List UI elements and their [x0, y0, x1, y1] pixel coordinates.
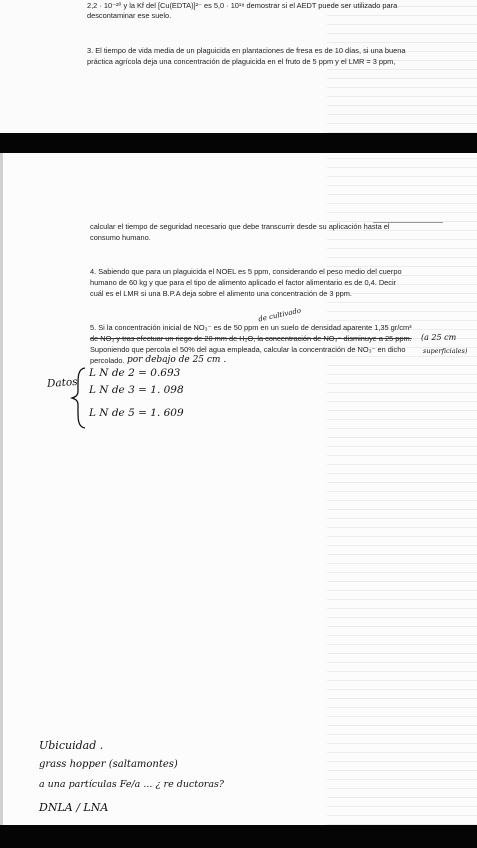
datos-line-ln3: L N de 3 = 1. 098: [89, 384, 184, 396]
black-separator-band: [0, 133, 477, 153]
text-line-1: 2,2 · 10⁻²⁰ y la Kf del [Cu(EDTA)]²⁻ es 5,0 · 10¹⁸ demostrar si el AEDT puede ser utilizado para: [87, 1, 398, 10]
question-4-line-2: humano de 60 kg y que para el tipo de alimento aplicado el factor alimentario es de 0,4. Decir: [90, 278, 397, 287]
question-5-line-2: de NO₃ y tras efectuar un riego de 20 mm de H₂O, la concentración de NO₃⁻ disminuye a 25 ppm.: [90, 334, 412, 343]
note-grass-hopper: grass hopper (saltamontes): [39, 759, 178, 770]
datos-line-ln5: L N de 5 = 1. 609: [89, 407, 184, 419]
question-4-line-3: cuál es el LMR si una B.P.A deja sobre el alimento una concentración de 3 ppm.: [90, 289, 352, 298]
top-page-fragment: [0, 0, 477, 133]
bleed-through-texture: [327, 153, 477, 825]
handwritten-annotation-percolado: por debajo de 25 cm .: [127, 355, 227, 365]
black-bottom-band: [0, 825, 477, 848]
note-dnla-lna: DNLA / LNA: [39, 801, 109, 814]
question-5-line-1: 5. Si la concentración inicial de NO₃⁻ es de 50 ppm en un suelo de densidad aparente 1,35 gr/cm³: [90, 323, 412, 332]
question-3-line-1: 3. El tiempo de vida media de un plaguicida en plantaciones de fresa es de 10 días, si una buena: [87, 46, 406, 55]
question-3-line-2: práctica agrícola deja una concentración de plaguicida en el fruto de 5 ppm y el LMR = 3 ppm,: [87, 57, 396, 66]
handwritten-annotation-above: de cultivado: [257, 306, 302, 324]
question-5-line-3: Suponiendo que percola el 50% del agua empleada, calcular la concentración de NO₃⁻ en dicho: [90, 345, 406, 354]
bottom-page-fragment: [0, 153, 477, 825]
question-3-continued-line-2: consumo humano.: [90, 233, 151, 242]
question-3-continued-line-1: calcular el tiempo de seguridad necesario que debe transcurrir desde su aplicación hasta el: [90, 222, 390, 231]
question-4-line-1: 4. Sabiendo que para un plaguicida el NOEL es 5 ppm, considerando el peso medio del cuerpo: [90, 267, 402, 276]
datos-line-ln2: L N de 2 = 0.693: [89, 367, 181, 379]
handwritten-annotation-right-1: (a 25 cm: [421, 333, 457, 342]
note-particulas: a una partículas Fe/a ... ¿ re ductoras?: [39, 779, 224, 790]
question-5-line-4: percolado.: [90, 356, 125, 365]
handwritten-annotation-right-2: superficiales): [423, 347, 468, 355]
curly-brace-icon: [69, 367, 89, 429]
datos-label: Datos: [46, 375, 78, 391]
note-ubicuidad: Ubicuidad .: [39, 739, 104, 752]
text-line-2: descontaminar ese suelo.: [87, 11, 172, 20]
